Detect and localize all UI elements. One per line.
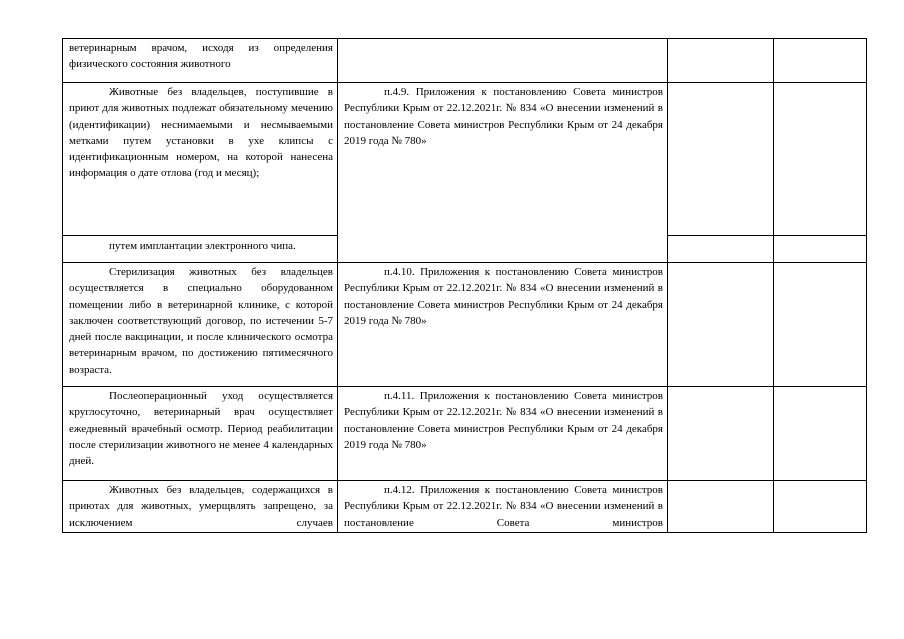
requirement-text: Послеоперационный уход осуществляется круглосуточно, ветеринарный врач осуществляет ежедневный врачебный осмотр. Период реабилитации после стерилизации животного не менее 4 календарных дней. xyxy=(69,390,333,468)
table-row-4-col3 xyxy=(667,386,774,481)
reference-text: п.4.9. Приложения к постановлению Совета министров Республики Крым от 22.12.2021г. № 834 «О внесении изменений в постановление Совета министров Республики Крым от 24 декабря 2019 года № 780» xyxy=(344,86,663,147)
table-row-0-col3 xyxy=(667,38,774,83)
reference-text: п.4.10. Приложения к постановлению Совета министров Республики Крым от 22.12.2021г. № 834 «О внесении изменений в постановление Совета министров Республики Крым от 24 декабря 2019 года № 780» xyxy=(344,266,663,327)
reference-text: п.4.12. Приложения к постановлению Совета министров Республики Крым от 22.12.2021г. № 834 «О внесении изменений в постановление Совета министров xyxy=(344,484,663,529)
table-row-5-col4 xyxy=(773,480,867,533)
table-row-5-requirement xyxy=(62,480,338,533)
table-row-3-col3 xyxy=(667,262,774,387)
table-row-2-col3 xyxy=(667,235,774,263)
requirement-text: Стерилизация животных без владельцев осуществляется в специально оборудованном помещении либо в ветеринарной клинике, с которой заключен соответствующий договор, по истечении 5-7 дней после вакцинации, и после клинического осмотра ветеринарным врачом, по достижению пятимесячного возраста. xyxy=(69,266,333,376)
requirement-text: путем имплантации электронного чипа. xyxy=(109,240,296,252)
table-row-5-reference xyxy=(337,480,668,533)
table-row-4-reference xyxy=(337,386,668,481)
table-row-4-requirement xyxy=(62,386,338,481)
table-row-4-col4 xyxy=(773,386,867,481)
table-row-0-reference xyxy=(337,38,668,83)
table-row-3-reference xyxy=(337,262,668,387)
table-row-3-requirement xyxy=(62,262,338,387)
table-row-0-col4 xyxy=(773,38,867,83)
requirement-text: Животные без владельцев, поступившие в приют для животных подлежат обязательному мечению (идентификации) неснимаемыми и несмываемыми метками путем установки в ухе клипсы с идентификационным номером, на которой нанесена информация о дате отлова (год и месяц); xyxy=(69,86,333,180)
requirement-text: Животных без владельцев, содержащихся в приютах для животных, умерщвлять запрещено, за исключением случаев xyxy=(69,484,333,529)
requirement-text: ветеринарным врачом, исходя из определения физического состояния животного xyxy=(69,42,333,71)
table-row-3-col4 xyxy=(773,262,867,387)
table-row-1-col4 xyxy=(773,82,867,236)
table-row-5-col3 xyxy=(667,480,774,533)
table-row-2-col4 xyxy=(773,235,867,263)
table-row-0-requirement xyxy=(62,38,338,83)
table-row-1-reference xyxy=(337,82,668,263)
table-row-2-requirement xyxy=(62,235,338,263)
reference-text: п.4.11. Приложения к постановлению Совета министров Республики Крым от 22.12.2021г. № 834 «О внесении изменений в постановление Совета министров Республики Крым от 24 декабря 2019 года № 780» xyxy=(344,390,663,451)
table-row-1-col3 xyxy=(667,82,774,236)
table-row-1-requirement xyxy=(62,82,338,236)
